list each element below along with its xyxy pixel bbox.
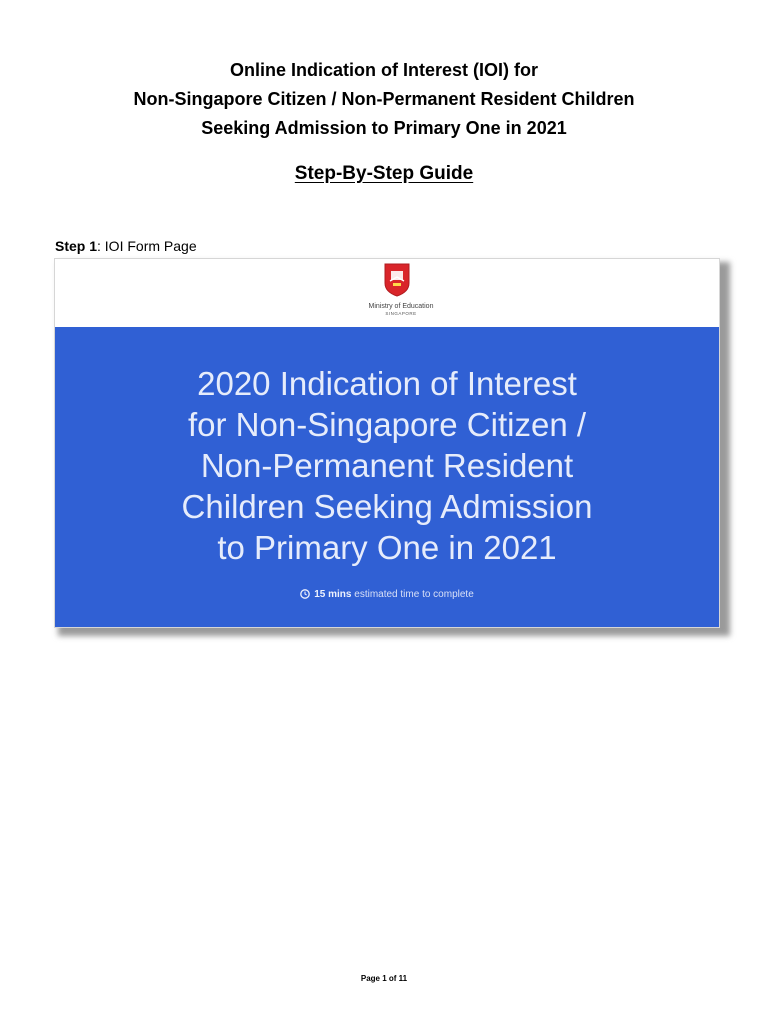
ministry-name: Ministry of Education: [368, 303, 434, 310]
time-value: 15 mins: [314, 589, 352, 600]
banner-line-3: Non-Permanent Resident: [200, 447, 574, 484]
title-line-1: Online Indication of Interest (IOI) for: [229, 60, 538, 80]
estimated-time: [55, 589, 719, 600]
moe-crest-icon: [384, 263, 410, 297]
ministry-country: SINGAPORE: [385, 311, 417, 316]
step-1-caption: [55, 238, 197, 254]
clock-icon: [300, 589, 310, 599]
banner-title: [55, 363, 719, 568]
form-banner: [55, 327, 719, 627]
page-number: Page 1 of 11: [360, 974, 408, 983]
step-number: Step 1: [55, 238, 98, 254]
ioi-form-screenshot: [54, 258, 720, 628]
time-text: estimated time to complete: [351, 589, 474, 600]
document-title: [0, 56, 768, 143]
screenshot-header: [55, 259, 719, 327]
guide-subtitle: Step-By-Step Guide: [294, 163, 474, 184]
title-line-2: Non-Singapore Citizen / Non-Permanent Resident Children: [133, 89, 635, 109]
title-line-3: Seeking Admission to Primary One in 2021: [201, 118, 567, 138]
banner-line-5: to Primary One in 2021: [217, 529, 557, 566]
banner-line-4: Children Seeking Admission: [181, 488, 593, 525]
step-description: : IOI Form Page: [97, 238, 197, 254]
banner-line-1: 2020 Indication of Interest: [197, 365, 577, 402]
banner-line-2: for Non-Singapore Citizen /: [187, 406, 587, 443]
